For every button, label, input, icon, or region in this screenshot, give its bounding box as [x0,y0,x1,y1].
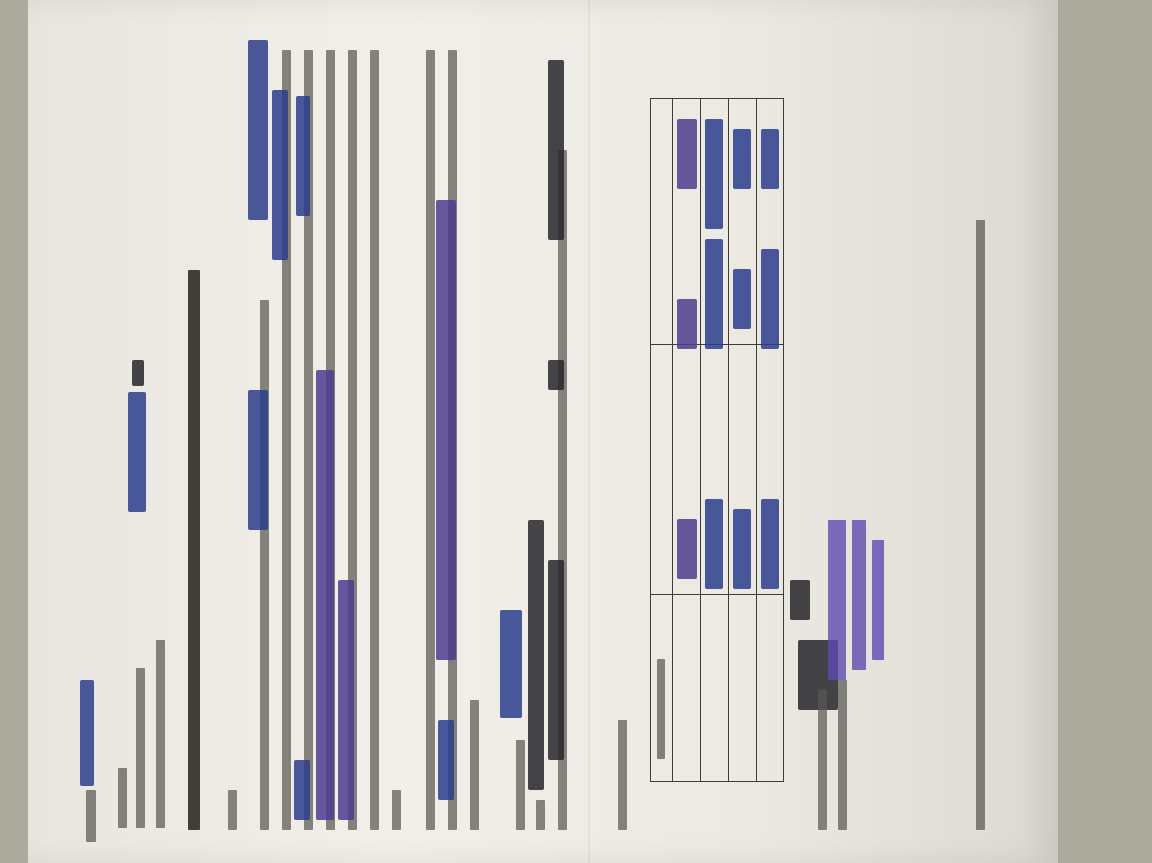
handwritten-branch-code [132,360,144,386]
recommender-signature [677,519,697,579]
handwritten-loan-amount [294,760,310,820]
signature-date [790,580,810,620]
salutation [228,790,237,830]
paragraph-2-line-3 [470,700,479,830]
recommender-label [657,659,665,759]
recommender-name [705,499,723,589]
recommender-id [733,509,751,589]
member-signature [500,610,522,718]
handwritten-member-name [248,390,268,530]
paragraph-1-line-6 [370,50,379,830]
office-approval-table [650,98,784,782]
officer-name-stamp [828,520,846,680]
office-use-note [618,720,627,830]
handwritten-waiver-amount-words [436,200,456,660]
handwritten-member-id [548,560,564,760]
handwritten-center-number [548,360,564,390]
seal-sign-label [838,680,847,830]
handwritten-total-amount [296,96,310,216]
handwritten-guardian-name [248,40,268,220]
handwritten-branch-name [128,392,146,512]
handwritten-reason [338,580,354,820]
branch-name-code-line [136,668,145,828]
handwritten-date-range [272,90,288,260]
recommender-designation [761,499,779,589]
member-name-label [536,800,545,830]
branch-officer-name [705,239,723,349]
member-signature-label [516,740,525,830]
handwritten-mobile-number [548,60,564,240]
handwritten-date [80,680,94,786]
date-label [86,790,96,842]
paragraph-1-line-1 [260,300,269,830]
officer-designation-stamp [852,520,866,670]
foundation-stamp [872,540,884,660]
area-officer-id [733,129,751,189]
foundation-line [156,640,165,828]
paper-fold [588,0,590,863]
sector-officer-label [818,690,827,830]
area-signature [677,119,697,189]
handwritten-waiver-amount [438,720,454,800]
area-officer-designation [761,129,779,189]
handwritten-amount-in-words [316,370,334,820]
loan-application-form [28,0,1058,863]
branch-signature [677,299,697,349]
paragraph-1-line-7 [392,790,401,830]
subject-line [188,270,200,830]
branch-officer-id [733,269,751,329]
area-officer-name [705,119,723,229]
footer-note [976,220,985,830]
branch-officer-designation [761,249,779,349]
paragraph-2-line-1 [426,50,435,830]
addressee-branch-manager [118,768,127,828]
handwritten-member-full-name [528,520,544,790]
